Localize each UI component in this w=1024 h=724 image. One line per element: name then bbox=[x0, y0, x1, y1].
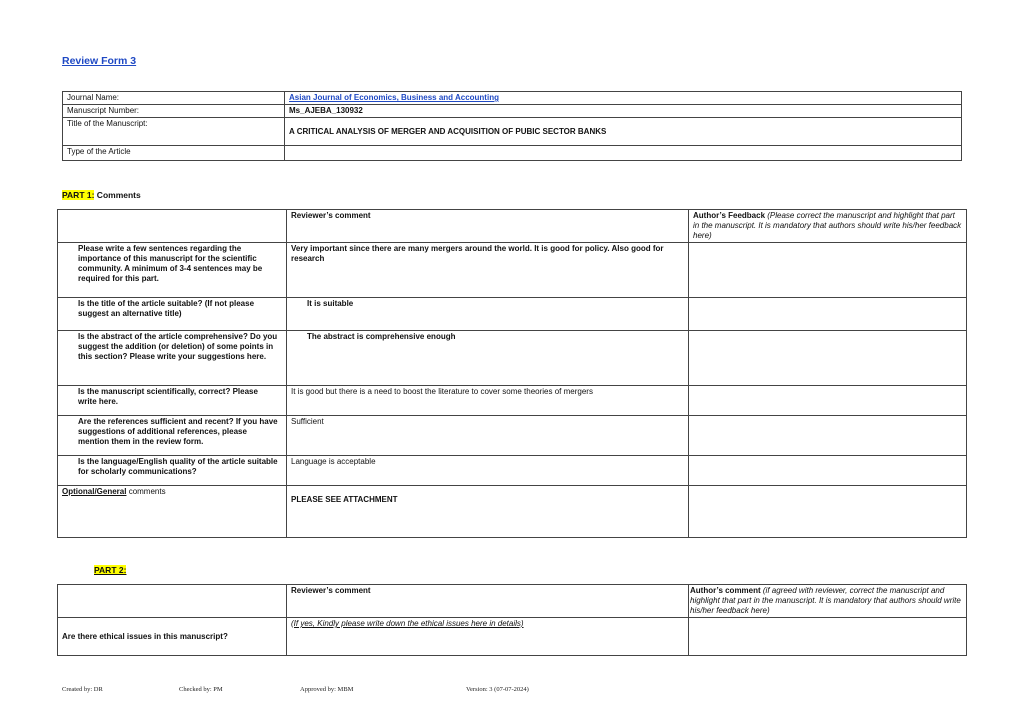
header-empty-cell bbox=[58, 210, 287, 243]
footer-version: Version: 3 (07-07-2024) bbox=[466, 686, 529, 693]
answer-references: Sufficient bbox=[287, 416, 689, 456]
question-language: Is the language/English quality of the article suitable for scholarly communications? bbox=[58, 456, 287, 486]
author-feedback-title: Author’s Feedback bbox=[693, 211, 766, 220]
part2-reviewer-comment-header: Reviewer’s comment bbox=[287, 585, 689, 618]
question-title: Is the title of the article suitable? (If not please suggest an alternative title) bbox=[58, 298, 287, 331]
manuscript-number-value: Ms_AJEBA_130932 bbox=[285, 105, 962, 118]
author-feedback-optional[interactable] bbox=[689, 486, 967, 538]
answer-title: It is suitable bbox=[287, 298, 689, 331]
question-scientific: Is the manuscript scientifically, correct? Please write here. bbox=[58, 386, 287, 416]
part2-author-comment-cell[interactable] bbox=[689, 618, 967, 656]
author-feedback-references[interactable] bbox=[689, 416, 967, 456]
part2-ethics-table bbox=[57, 584, 967, 656]
reviewer-comment-header: Reviewer’s comment bbox=[287, 210, 689, 243]
footer-approved-by: Approved by: MBM bbox=[300, 686, 354, 693]
journal-link[interactable]: Asian Journal of Economics, Business and Accounting bbox=[289, 93, 499, 102]
author-feedback-abstract[interactable] bbox=[689, 331, 967, 386]
answer-scientific: It is good but there is a need to boost the literature to cover some theories of mergers bbox=[287, 386, 689, 416]
footer-created-by: Created by: DR bbox=[62, 686, 103, 693]
footer-checked-by: Checked by: PM bbox=[179, 686, 223, 693]
form-title: Review Form 3 bbox=[62, 55, 137, 67]
manuscript-title-value: A CRITICAL ANALYSIS OF MERGER AND ACQUISITION OF PUBIC SECTOR BANKS bbox=[285, 118, 962, 146]
part2-author-comment-title: Author’s comment bbox=[690, 586, 761, 595]
optional-general-label: Optional/General bbox=[62, 487, 127, 496]
answer-importance: Very important since there are many mergers around the world. It is good for policy. Also good for research bbox=[287, 243, 689, 298]
question-importance: Please write a few sentences regarding the importance of this manuscript for the scientific community. A minimum of 3-4 sentences may be required for this part. bbox=[58, 243, 287, 298]
question-references: Are the references sufficient and recent? If you have suggestions of additional references, please mention them in the review form. bbox=[58, 416, 287, 456]
part2-heading bbox=[94, 565, 126, 575]
article-type-value bbox=[285, 146, 962, 161]
optional-comments-value: PLEASE SEE ATTACHMENT bbox=[287, 486, 689, 538]
author-feedback-title-cell[interactable] bbox=[689, 298, 967, 331]
author-feedback-instructions: (Please correct the manuscript and highlight that part in the manuscript. It is mandatory that authors should write his/her feedback here) bbox=[693, 211, 962, 240]
manuscript-info-table bbox=[62, 91, 962, 161]
author-feedback-language[interactable] bbox=[689, 456, 967, 486]
article-type-label: Type of the Article bbox=[63, 146, 285, 161]
part2-author-comment-instructions: (if agreed with reviewer, correct the manuscript and highlight that part in the manuscript. It is mandatory that authors should write his/her feedback here) bbox=[690, 586, 961, 615]
journal-label: Journal Name: bbox=[63, 92, 285, 105]
author-feedback-scientific[interactable] bbox=[689, 386, 967, 416]
part2-author-comment-header bbox=[689, 585, 967, 618]
author-feedback-header bbox=[689, 210, 967, 243]
manuscript-title-label: Title of the Manuscript: bbox=[63, 118, 285, 146]
part1-label: PART 1: bbox=[62, 190, 95, 200]
part1-heading bbox=[62, 190, 141, 200]
part1-heading-rest: Comments bbox=[94, 190, 141, 200]
part2-header-empty-cell bbox=[58, 585, 287, 618]
optional-comments-label bbox=[58, 486, 287, 538]
question-abstract: Is the abstract of the article comprehensive? Do you suggest the addition (or deletion) of some points in this section? Please write your suggestions here. bbox=[58, 331, 287, 386]
ethical-issues-note[interactable]: (If yes, Kindly please write down the ethical issues here in details) bbox=[287, 618, 689, 656]
question-ethical-issues: Are there ethical issues in this manuscript? bbox=[58, 618, 287, 656]
author-feedback-importance[interactable] bbox=[689, 243, 967, 298]
manuscript-number-label: Manuscript Number: bbox=[63, 105, 285, 118]
part2-label: PART 2: bbox=[94, 565, 127, 575]
answer-language: Language is acceptable bbox=[287, 456, 689, 486]
answer-abstract: The abstract is comprehensive enough bbox=[287, 331, 689, 386]
comments-label: comments bbox=[126, 487, 166, 496]
part1-comments-table bbox=[57, 209, 967, 538]
